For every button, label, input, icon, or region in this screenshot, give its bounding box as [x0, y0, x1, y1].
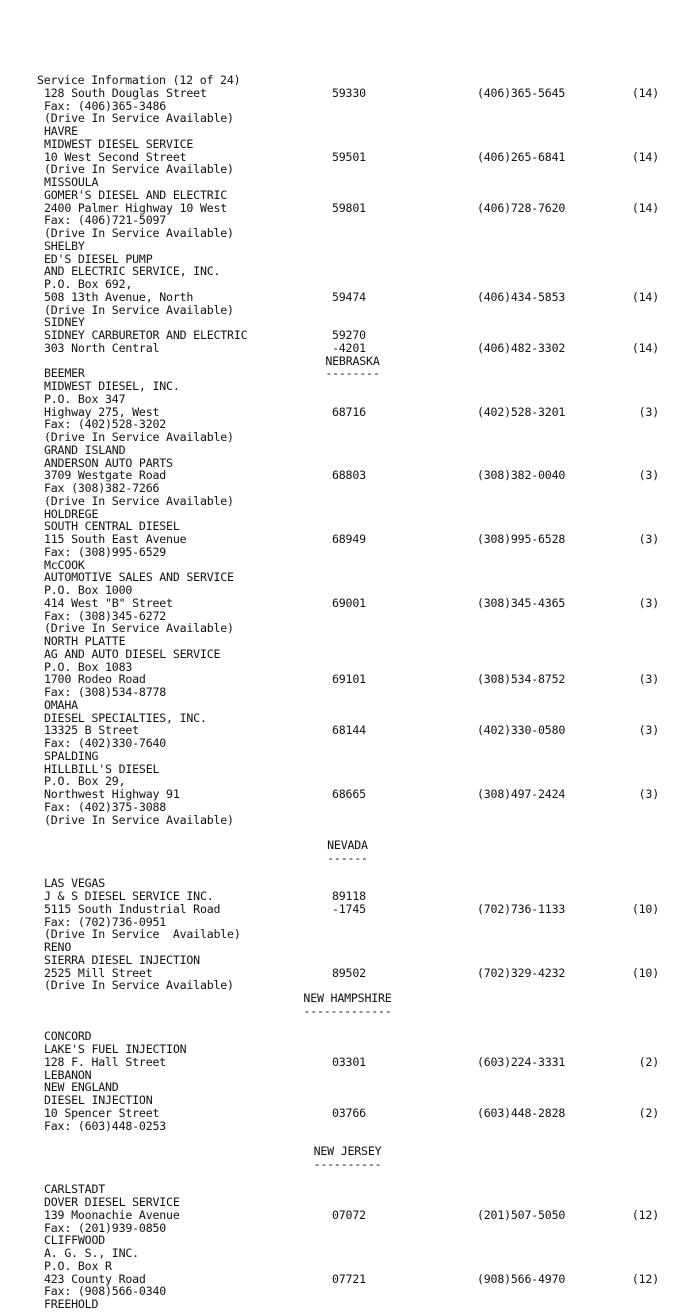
entry-text: MIDWEST DIESEL SERVICE: [44, 136, 194, 151]
entry-text: 139 Moonachie Avenue: [44, 1207, 180, 1222]
listing-line: [0, 699, 695, 712]
entry-text: 115 South East Avenue: [44, 532, 187, 546]
listing-line: [0, 1056, 695, 1069]
region-code: (14): [631, 200, 659, 215]
region-code: (14): [631, 85, 659, 100]
listing-line: [0, 163, 695, 176]
entry-text: SOUTH CENTRAL DIESEL: [44, 519, 180, 534]
entry-text: 423 County Road: [44, 1271, 146, 1286]
phone-number: (308)995-6528: [477, 532, 566, 546]
entry-text: (Drive In Service Available): [44, 302, 234, 317]
entry-text: Northwest Highway 91: [44, 787, 180, 801]
entry-text: LAS VEGAS: [44, 876, 106, 891]
state-heading: ------: [327, 850, 368, 865]
entry-text: P.O. Box 692,: [44, 277, 133, 291]
entry-text: (Drive In Service Available): [44, 226, 234, 240]
entry-text: Fax: (402)375-3088: [44, 799, 167, 814]
entry-text: P.O. Box 29,: [44, 774, 126, 789]
state-heading: NEW HAMPSHIRE: [303, 991, 392, 1005]
listing-line: [0, 125, 695, 138]
entry-text: BEEMER: [44, 366, 85, 381]
entry-text: CLIFFWOOD: [44, 1233, 106, 1248]
listing-line: [0, 329, 695, 342]
entry-text: 3709 Westgate Road: [44, 468, 167, 483]
phone-number: (406)434-5853: [477, 289, 566, 304]
listing-line: [0, 138, 695, 151]
listing-line: [0, 788, 695, 801]
listing-line: [0, 189, 695, 202]
zip-code: 07072: [332, 1207, 366, 1222]
service-information-listing: [0, 74, 695, 1311]
entry-text: A. G. S., INC.: [44, 1246, 139, 1260]
listing-line: [0, 597, 695, 610]
zip-code: 59501: [332, 149, 366, 164]
entry-text: Fax: (308)345-6272: [44, 608, 167, 623]
zip-code: 68665: [332, 787, 366, 801]
entry-text: 414 West "B" Street: [44, 595, 173, 610]
entry-text: (Drive In Service Available): [44, 162, 234, 177]
listing-line: [0, 941, 695, 954]
entry-text: SIDNEY CARBURETOR AND ELECTRIC: [44, 328, 248, 342]
entry-text: HAVRE: [44, 124, 78, 138]
entry-text: MIDWEST DIESEL, INC.: [44, 379, 180, 393]
listing-line: [0, 533, 695, 546]
region-code: (2): [638, 1054, 659, 1069]
entry-text: 2525 Mill Street: [44, 965, 153, 980]
region-code: (14): [631, 289, 659, 304]
entry-text: 128 F. Hall Street: [44, 1054, 167, 1069]
region-code: (3): [638, 468, 659, 483]
listing-line: [0, 648, 695, 661]
state-heading: -------------: [303, 1003, 392, 1018]
state-heading: NEBRASKA: [325, 353, 380, 368]
entry-text: Highway 275, West: [44, 404, 160, 419]
entry-text: 303 North Central: [44, 340, 160, 355]
listing-line: [0, 928, 695, 941]
listing-line: [0, 1260, 695, 1273]
phone-number: (201)507-5050: [477, 1207, 566, 1222]
listing-line: [0, 1196, 695, 1209]
entry-text: (Drive In Service Available): [44, 978, 234, 993]
phone-number: (702)329-4232: [477, 965, 566, 980]
entry-text: Fax: (603)448-0253: [44, 1118, 167, 1133]
phone-number: (308)345-4365: [477, 595, 566, 610]
region-code: (12): [631, 1271, 659, 1286]
phone-number: (908)566-4970: [477, 1271, 566, 1286]
zip-code: 69001: [332, 595, 366, 610]
phone-number: (402)330-0580: [477, 723, 566, 738]
listing-line: [0, 839, 695, 852]
zip-code: -4201: [332, 340, 366, 355]
listing-line: [0, 750, 695, 763]
listing-line: [0, 1209, 695, 1222]
listing-line: [0, 801, 695, 814]
entry-text: SHELBY: [44, 238, 85, 253]
zip-code: 03766: [332, 1105, 366, 1120]
entry-text: SIERRA DIESEL INJECTION: [44, 952, 200, 967]
region-code: (3): [638, 672, 659, 687]
entry-text: NEW ENGLAND: [44, 1080, 119, 1095]
entry-text: (Drive In Service Available): [44, 621, 234, 636]
zip-code: -1745: [332, 901, 366, 916]
entry-text: P.O. Box 1083: [44, 659, 133, 674]
entry-text: Fax: (406)721-5097: [44, 213, 167, 228]
listing-line: [0, 495, 695, 508]
entry-text: (Drive In Service Available): [44, 927, 241, 942]
zip-code: 59801: [332, 200, 366, 215]
entry-text: RENO: [44, 940, 72, 954]
entry-text: (Drive In Service Available): [44, 111, 234, 126]
listing-line: [0, 903, 695, 916]
phone-number: (308)534-8752: [477, 672, 566, 687]
entry-text: J & S DIESEL SERVICE INC.: [44, 889, 214, 903]
phone-number: (308)382-0040: [477, 468, 566, 483]
region-code: (12): [631, 1207, 659, 1222]
state-heading: NEVADA: [327, 838, 368, 852]
listing-line: [0, 240, 695, 253]
phone-number: (603)224-3331: [477, 1054, 566, 1069]
listing-line: [0, 482, 695, 495]
listing-line: [0, 278, 695, 291]
listing-line: [0, 227, 695, 240]
entry-text: GRAND ISLAND: [44, 442, 126, 457]
zip-code: 89118: [332, 889, 366, 903]
entry-text: 128 South Douglas Street: [44, 85, 207, 100]
listing-line: [0, 304, 695, 317]
listing-line: [0, 1107, 695, 1120]
listing-line: [0, 737, 695, 750]
entry-text: OMAHA: [44, 697, 78, 712]
entry-text: SPALDING: [44, 748, 99, 763]
listing-line: [0, 1145, 695, 1158]
entry-text: Fax: (702)736-0951: [44, 914, 167, 929]
listing-line: [0, 954, 695, 967]
listing-line: [0, 444, 695, 457]
region-code: (3): [638, 595, 659, 610]
entry-text: 2400 Palmer Highway 10 West: [44, 200, 228, 215]
region-code: (3): [638, 404, 659, 419]
entry-text: ED'S DIESEL PUMP: [44, 251, 153, 266]
entry-text: 508 13th Avenue, North: [44, 289, 194, 304]
zip-code: 68716: [332, 404, 366, 419]
entry-text: DOVER DIESEL SERVICE: [44, 1195, 180, 1209]
region-code: (10): [631, 901, 659, 916]
zip-code: 59474: [332, 289, 366, 304]
listing-line: [0, 112, 695, 125]
entry-text: P.O. Box R: [44, 1258, 112, 1273]
entry-text: (Drive In Service Available): [44, 812, 234, 827]
zip-code: 68803: [332, 468, 366, 483]
listing-line: [0, 546, 695, 559]
entry-text: Fax: (308)534-8778: [44, 685, 167, 699]
phone-number: (308)497-2424: [477, 787, 566, 801]
listing-line: [0, 393, 695, 406]
zip-code: 89502: [332, 965, 366, 980]
zip-code: 68949: [332, 532, 366, 546]
zip-code: 69101: [332, 672, 366, 687]
region-code: (10): [631, 965, 659, 980]
region-code: (14): [631, 340, 659, 355]
listing-line: [0, 1298, 695, 1311]
phone-number: (406)728-7620: [477, 200, 566, 215]
entry-text: HOLDREGE: [44, 506, 99, 521]
entry-text: HILLBILL'S DIESEL: [44, 761, 160, 776]
entry-text: P.O. Box 1000: [44, 583, 133, 597]
entry-text: DIESEL SPECIALTIES, INC.: [44, 710, 207, 725]
listing-line: [0, 87, 695, 100]
entry-text: AUTOMOTIVE SALES AND SERVICE: [44, 570, 234, 585]
zip-code: 68144: [332, 723, 366, 738]
entry-text: Fax: (308)995-6529: [44, 544, 167, 559]
page-header-text: Service Information (12 of 24): [37, 73, 241, 87]
listing-line: [0, 380, 695, 393]
entry-text: ANDERSON AUTO PARTS: [44, 455, 173, 470]
entry-text: 10 West Second Street: [44, 149, 187, 164]
state-heading: --------: [325, 366, 380, 381]
entry-text: LAKE'S FUEL INJECTION: [44, 1042, 187, 1056]
entry-text: GOMER'S DIESEL AND ELECTRIC: [44, 187, 228, 202]
listing-line: [0, 1247, 695, 1260]
phone-number: (406)265-6841: [477, 149, 566, 164]
entry-text: Fax: (908)566-0340: [44, 1284, 167, 1299]
entry-text: DIESEL INJECTION: [44, 1093, 153, 1107]
zip-code: 59270: [332, 328, 366, 342]
phone-number: (702)736-1133: [477, 901, 566, 916]
entry-text: Fax (308)382-7266: [44, 481, 160, 495]
entry-text: McCOOK: [44, 557, 85, 572]
entry-text: 13325 B Street: [44, 723, 139, 738]
entry-text: Fax: (201)939-0850: [44, 1220, 167, 1235]
entry-text: P.O. Box 347: [44, 391, 126, 406]
zip-code: 03301: [332, 1054, 366, 1069]
region-code: (3): [638, 723, 659, 738]
listing-line: [0, 1158, 695, 1171]
listing-line: [0, 686, 695, 699]
entry-text: Fax: (406)365-3486: [44, 98, 167, 113]
listing-line: [0, 176, 695, 189]
listing-line: [0, 291, 695, 304]
entry-text: SIDNEY: [44, 315, 85, 330]
listing-line: [0, 1285, 695, 1298]
entry-text: 10 Spencer Street: [44, 1105, 160, 1120]
listing-line: [0, 992, 695, 1005]
region-code: (14): [631, 149, 659, 164]
region-code: (2): [638, 1105, 659, 1120]
listing-line: [0, 1005, 695, 1018]
listing-line: [0, 1043, 695, 1056]
phone-number: (402)528-3201: [477, 404, 566, 419]
entry-text: AND ELECTRIC SERVICE, INC.: [44, 264, 221, 279]
entry-text: (Drive In Service Available): [44, 430, 234, 444]
state-heading: NEW JERSEY: [313, 1144, 382, 1158]
phone-number: (603)448-2828: [477, 1105, 566, 1120]
zip-code: 07721: [332, 1271, 366, 1286]
listing-line: [0, 852, 695, 865]
zip-code: 59330: [332, 85, 366, 100]
listing-line: [0, 1094, 695, 1107]
listing-line: [0, 431, 695, 444]
entry-text: NORTH PLATTE: [44, 634, 126, 648]
listing-line: [0, 890, 695, 903]
listing-line: [0, 584, 695, 597]
listing-line: [0, 814, 695, 827]
entry-text: Fax: (402)330-7640: [44, 736, 167, 750]
entry-text: AG AND AUTO DIESEL SERVICE: [44, 646, 221, 661]
entry-text: 1700 Rodeo Road: [44, 672, 146, 687]
entry-text: LEBANON: [44, 1067, 92, 1082]
entry-text: (Drive In Service Available): [44, 493, 234, 508]
listing-line: [0, 74, 695, 87]
region-code: (3): [638, 787, 659, 801]
entry-text: 5115 South Industrial Road: [44, 901, 221, 916]
phone-number: (406)365-5645: [477, 85, 566, 100]
phone-number: (406)482-3302: [477, 340, 566, 355]
region-code: (3): [638, 532, 659, 546]
listing-line: [0, 1018, 695, 1031]
entry-text: FREEHOLD: [44, 1297, 99, 1311]
listing-line: [0, 635, 695, 648]
entry-text: CONCORD: [44, 1029, 92, 1044]
state-heading: ----------: [313, 1156, 382, 1171]
entry-text: CARLSTADT: [44, 1182, 106, 1197]
listing-line: [0, 342, 695, 355]
entry-text: Fax: (402)528-3202: [44, 417, 167, 432]
listing-line: [0, 1120, 695, 1133]
entry-text: MISSOULA: [44, 175, 99, 189]
